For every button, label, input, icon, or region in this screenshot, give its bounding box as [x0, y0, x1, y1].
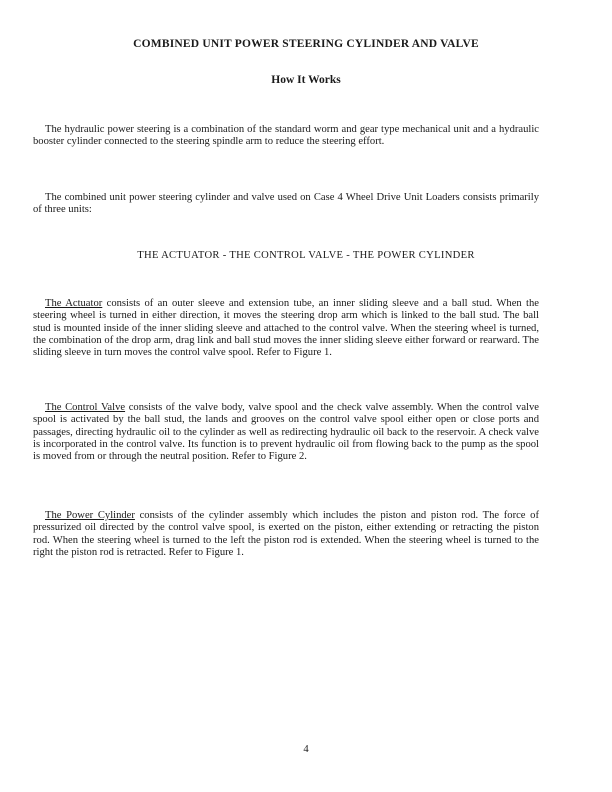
page-title: COMBINED UNIT POWER STEERING CYLINDER AND VALVE [133, 38, 479, 50]
actuator-paragraph [33, 298, 539, 359]
overview-text: The combined unit power steering cylinder and valve used on Case 4 Wheel Drive Unit Loaders consists primarily of three units: [33, 192, 539, 216]
intro-paragraph [33, 124, 539, 149]
control-valve-text: consists of the valve body, valve spool and the check valve assembly. When the control valve spool is activated by the ball stud, the lands and grooves on the control valve spool either open or close ports and passages, directing hydraulic oil to the cylinder as well as redirecting hydraulic oil back to the reservoir. A check valve is incorporated in the control valve. Its function is to prevent hydraulic oil from flowing back to the pump as the spool is moved from or through the neutral position. Refer to Figure 2. [33, 402, 540, 463]
intro-text: The hydraulic power steering is a combination of the standard worm and gear type mechanical unit and a hydraulic booster cylinder connected to the steering spindle arm to reduce the steering effort. [33, 124, 539, 148]
page-number: 4 [303, 744, 309, 755]
units-heading: THE ACTUATOR - THE CONTROL VALVE - THE POWER CYLINDER [137, 250, 475, 261]
power-cylinder-paragraph [33, 510, 539, 559]
actuator-lead: The Actuator [45, 298, 103, 309]
power-cylinder-text: consists of the cylinder assembly which includes the piston and piston rod. The force of pressurized oil directed by the control valve spool, is exerted on the piston, either extending or retracting the piston rod. When the steering wheel is turned to the left the piston rod is extended. When the steering wheel is turned to the right the piston rod is retracted. Refer to Figure 1. [33, 510, 539, 558]
control-valve-lead: The Control Valve [45, 402, 126, 413]
control-valve-paragraph [33, 402, 539, 463]
overview-paragraph [33, 192, 539, 217]
page-subtitle: How It Works [271, 74, 341, 86]
power-cylinder-lead: The Power Cylinder [45, 510, 135, 521]
actuator-text: consists of an outer sleeve and extension tube, an inner sliding sleeve and a ball stud. When the steering wheel is turned in either direction, it moves the steering drop arm which is linked to the ball stud. The ball stud is mounted inside of the inner sliding sleeve and attached to the control valve. When the steering wheel is turned, the combination of the drop arm, drag link and ball stud moves the inner sliding sleeve either forward or rearward. The sliding sleeve in turn moves the control valve spool. Refer to Figure 1. [33, 298, 539, 359]
